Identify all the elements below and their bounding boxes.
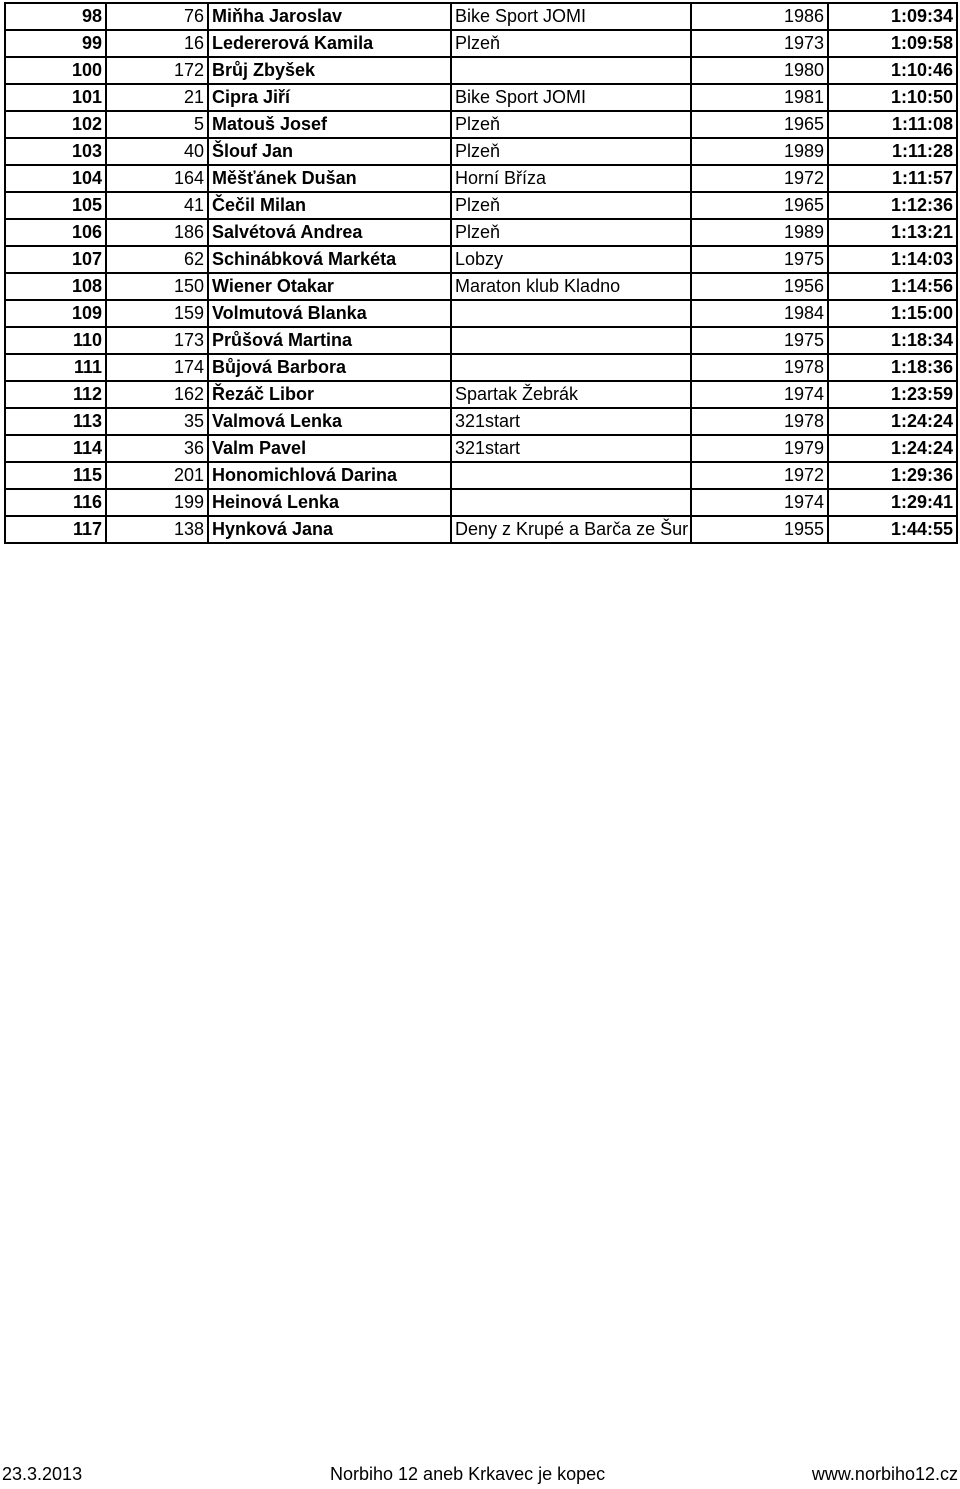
table-row bbox=[5, 3, 957, 30]
club-cell: Bike Sport JOMI bbox=[451, 84, 691, 111]
table-row bbox=[5, 516, 957, 543]
rank-cell: 110 bbox=[5, 327, 106, 354]
finish-time-cell: 1:14:03 bbox=[828, 246, 957, 273]
birth-year-cell: 1989 bbox=[691, 219, 828, 246]
club-cell: Spartak Žebrák bbox=[451, 381, 691, 408]
finish-time-cell: 1:14:56 bbox=[828, 273, 957, 300]
birth-year-cell: 1989 bbox=[691, 138, 828, 165]
runner-name-cell: Valmová Lenka bbox=[208, 408, 451, 435]
rank-cell: 99 bbox=[5, 30, 106, 57]
runner-name-cell: Miňha Jaroslav bbox=[208, 3, 451, 30]
rank-cell: 104 bbox=[5, 165, 106, 192]
bib-number-cell: 76 bbox=[106, 3, 208, 30]
runner-name-cell: Volmutová Blanka bbox=[208, 300, 451, 327]
club-cell: 321start bbox=[451, 408, 691, 435]
finish-time-cell: 1:24:24 bbox=[828, 435, 957, 462]
finish-time-cell: 1:10:50 bbox=[828, 84, 957, 111]
birth-year-cell: 1978 bbox=[691, 408, 828, 435]
rank-cell: 114 bbox=[5, 435, 106, 462]
bib-number-cell: 150 bbox=[106, 273, 208, 300]
table-row bbox=[5, 138, 957, 165]
birth-year-cell: 1974 bbox=[691, 381, 828, 408]
table-row bbox=[5, 273, 957, 300]
club-cell: Maraton klub Kladno bbox=[451, 273, 691, 300]
bib-number-cell: 164 bbox=[106, 165, 208, 192]
bib-number-cell: 36 bbox=[106, 435, 208, 462]
footer-date: 23.3.2013 bbox=[2, 1464, 83, 1484]
finish-time-cell: 1:29:36 bbox=[828, 462, 957, 489]
finish-time-cell: 1:11:08 bbox=[828, 111, 957, 138]
club-cell: Plzeň bbox=[451, 219, 691, 246]
club-cell: 321start bbox=[451, 435, 691, 462]
bib-number-cell: 201 bbox=[106, 462, 208, 489]
birth-year-cell: 1956 bbox=[691, 273, 828, 300]
table-row bbox=[5, 30, 957, 57]
club-cell: Horní Bříza bbox=[451, 165, 691, 192]
runner-name-cell: Čečil Milan bbox=[208, 192, 451, 219]
finish-time-cell: 1:09:34 bbox=[828, 3, 957, 30]
bib-number-cell: 159 bbox=[106, 300, 208, 327]
runner-name-cell: Schinábková Markéta bbox=[208, 246, 451, 273]
bib-number-cell: 21 bbox=[106, 84, 208, 111]
club-cell bbox=[451, 462, 691, 489]
club-cell: Plzeň bbox=[451, 111, 691, 138]
bib-number-cell: 173 bbox=[106, 327, 208, 354]
runner-name-cell: Cipra Jiří bbox=[208, 84, 451, 111]
birth-year-cell: 1955 bbox=[691, 516, 828, 543]
rank-cell: 112 bbox=[5, 381, 106, 408]
footer-event-title: Norbiho 12 aneb Krkavec je kopec bbox=[330, 1464, 606, 1484]
rank-cell: 115 bbox=[5, 462, 106, 489]
finish-time-cell: 1:10:46 bbox=[828, 57, 957, 84]
results-table bbox=[4, 2, 958, 544]
runner-name-cell: Honomichlová Darina bbox=[208, 462, 451, 489]
table-row bbox=[5, 435, 957, 462]
birth-year-cell: 1981 bbox=[691, 84, 828, 111]
table-row bbox=[5, 354, 957, 381]
club-cell bbox=[451, 327, 691, 354]
club-cell bbox=[451, 489, 691, 516]
club-cell: Plzeň bbox=[451, 138, 691, 165]
club-cell bbox=[451, 300, 691, 327]
finish-time-cell: 1:11:57 bbox=[828, 165, 957, 192]
birth-year-cell: 1972 bbox=[691, 462, 828, 489]
runner-name-cell: Wiener Otakar bbox=[208, 273, 451, 300]
club-cell: Lobzy bbox=[451, 246, 691, 273]
runner-name-cell: Bůjová Barbora bbox=[208, 354, 451, 381]
table-row bbox=[5, 327, 957, 354]
runner-name-cell: Valm Pavel bbox=[208, 435, 451, 462]
bib-number-cell: 40 bbox=[106, 138, 208, 165]
birth-year-cell: 1975 bbox=[691, 246, 828, 273]
club-cell bbox=[451, 354, 691, 381]
finish-time-cell: 1:09:58 bbox=[828, 30, 957, 57]
table-row bbox=[5, 381, 957, 408]
birth-year-cell: 1972 bbox=[691, 165, 828, 192]
rank-cell: 103 bbox=[5, 138, 106, 165]
runner-name-cell: Matouš Josef bbox=[208, 111, 451, 138]
runner-name-cell: Hynková Jana bbox=[208, 516, 451, 543]
table-row bbox=[5, 57, 957, 84]
runner-name-cell: Salvétová Andrea bbox=[208, 219, 451, 246]
table-row bbox=[5, 462, 957, 489]
rank-cell: 101 bbox=[5, 84, 106, 111]
rank-cell: 102 bbox=[5, 111, 106, 138]
table-row bbox=[5, 165, 957, 192]
birth-year-cell: 1965 bbox=[691, 192, 828, 219]
table-row bbox=[5, 84, 957, 111]
bib-number-cell: 199 bbox=[106, 489, 208, 516]
finish-time-cell: 1:23:59 bbox=[828, 381, 957, 408]
birth-year-cell: 1974 bbox=[691, 489, 828, 516]
table-row bbox=[5, 246, 957, 273]
bib-number-cell: 16 bbox=[106, 30, 208, 57]
table-row bbox=[5, 408, 957, 435]
rank-cell: 107 bbox=[5, 246, 106, 273]
rank-cell: 117 bbox=[5, 516, 106, 543]
birth-year-cell: 1980 bbox=[691, 57, 828, 84]
table-row bbox=[5, 219, 957, 246]
runner-name-cell: Šlouf Jan bbox=[208, 138, 451, 165]
birth-year-cell: 1979 bbox=[691, 435, 828, 462]
birth-year-cell: 1965 bbox=[691, 111, 828, 138]
bib-number-cell: 174 bbox=[106, 354, 208, 381]
rank-cell: 109 bbox=[5, 300, 106, 327]
table-row bbox=[5, 192, 957, 219]
birth-year-cell: 1978 bbox=[691, 354, 828, 381]
rank-cell: 106 bbox=[5, 219, 106, 246]
bib-number-cell: 162 bbox=[106, 381, 208, 408]
bib-number-cell: 5 bbox=[106, 111, 208, 138]
bib-number-cell: 41 bbox=[106, 192, 208, 219]
club-cell bbox=[451, 57, 691, 84]
footer-website-link[interactable]: www.norbiho12.cz bbox=[811, 1464, 958, 1484]
rank-cell: 108 bbox=[5, 273, 106, 300]
table-row bbox=[5, 111, 957, 138]
finish-time-cell: 1:24:24 bbox=[828, 408, 957, 435]
table-row bbox=[5, 300, 957, 327]
club-cell: Deny z Krupé a Barča ze Šur bbox=[451, 516, 691, 543]
bib-number-cell: 62 bbox=[106, 246, 208, 273]
finish-time-cell: 1:18:34 bbox=[828, 327, 957, 354]
birth-year-cell: 1986 bbox=[691, 3, 828, 30]
rank-cell: 111 bbox=[5, 354, 106, 381]
bib-number-cell: 35 bbox=[106, 408, 208, 435]
results-table-body bbox=[5, 3, 957, 543]
bib-number-cell: 172 bbox=[106, 57, 208, 84]
finish-time-cell: 1:12:36 bbox=[828, 192, 957, 219]
runner-name-cell: Průšová Martina bbox=[208, 327, 451, 354]
birth-year-cell: 1975 bbox=[691, 327, 828, 354]
table-row bbox=[5, 489, 957, 516]
club-cell: Plzeň bbox=[451, 192, 691, 219]
rank-cell: 105 bbox=[5, 192, 106, 219]
runner-name-cell: Brůj Zbyšek bbox=[208, 57, 451, 84]
club-cell: Plzeň bbox=[451, 30, 691, 57]
bib-number-cell: 138 bbox=[106, 516, 208, 543]
finish-time-cell: 1:13:21 bbox=[828, 219, 957, 246]
club-cell: Bike Sport JOMI bbox=[451, 3, 691, 30]
finish-time-cell: 1:15:00 bbox=[828, 300, 957, 327]
bib-number-cell: 186 bbox=[106, 219, 208, 246]
rank-cell: 113 bbox=[5, 408, 106, 435]
rank-cell: 100 bbox=[5, 57, 106, 84]
rank-cell: 98 bbox=[5, 3, 106, 30]
runner-name-cell: Heinová Lenka bbox=[208, 489, 451, 516]
finish-time-cell: 1:11:28 bbox=[828, 138, 957, 165]
runner-name-cell: Ledererová Kamila bbox=[208, 30, 451, 57]
runner-name-cell: Měšťánek Dušan bbox=[208, 165, 451, 192]
birth-year-cell: 1984 bbox=[691, 300, 828, 327]
rank-cell: 116 bbox=[5, 489, 106, 516]
runner-name-cell: Řezáč Libor bbox=[208, 381, 451, 408]
finish-time-cell: 1:29:41 bbox=[828, 489, 957, 516]
finish-time-cell: 1:18:36 bbox=[828, 354, 957, 381]
finish-time-cell: 1:44:55 bbox=[828, 516, 957, 543]
birth-year-cell: 1973 bbox=[691, 30, 828, 57]
